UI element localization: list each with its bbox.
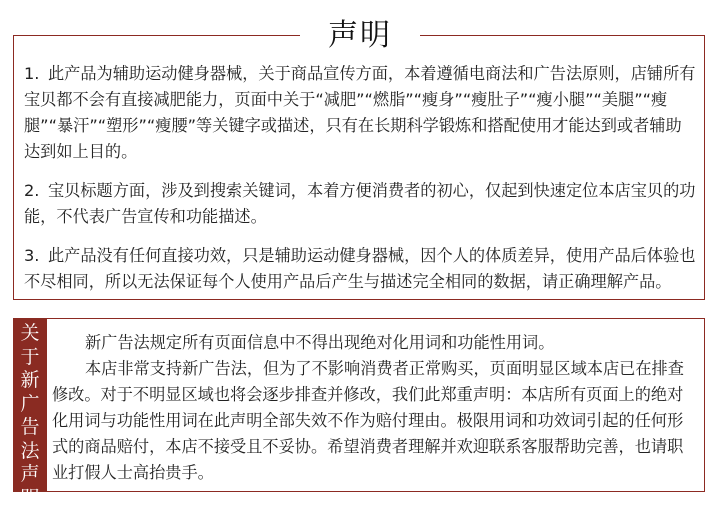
- ad-law-body: [52, 330, 696, 486]
- statement-item: [24, 178, 696, 230]
- statement-item-text: 此产品为辅助运动健身器械，关于商品宣传方面，本着遵循电商法和广告法原则，店铺所有宝贝都不会有直接减肥能力，页面中关于“减肥”“燃脂”“瘦身”“瘦肚子”“瘦小腿”“美腿”“瘦腿”“暴汗”“塑形”“瘦腰”等关键字或描述，只有在长期科学锻炼和搭配使用才能达到或者辅助达到如上目的。: [24, 64, 696, 161]
- statement-item-text: 宝贝标题方面，涉及到搜索关键词，本着方便消费者的初心，仅起到快速定位本店宝贝的功能，不代表广告宣传和功能描述。: [24, 181, 696, 226]
- statement-item: [24, 61, 696, 165]
- statement-item-number: 2.: [24, 181, 40, 200]
- statement-item: [24, 243, 696, 295]
- ad-law-paragraph: 新广告法规定所有页面信息中不得出现绝对化用词和功能性用词。: [85, 333, 555, 352]
- ad-law-paragraph: 本店非常支持新广告法，但为了不影响消费者正常购买，页面明显区域本店已在排查修改。对于不明显区域也将会逐步排查并修改，我们此郑重声明：本店所有页面上的绝对化用词与功能性用词在此声明全部失效不作为赔付理由。极限用词和功效词引起的任何形式的商品赔付，本店不接受且不妥协。希望消费者理解并欢迎联系客服帮助完善，也请职业打假人士高抬贵手。: [52, 359, 684, 482]
- statement-item-number: 3.: [24, 246, 40, 265]
- statement-item-text: 此产品没有任何直接功效，只是辅助运动健身器械，因个人的体质差异，使用产品后体验也不尽相同，所以无法保证每个人使用产品后产生与描述完全相同的数据，请正确理解产品。: [24, 246, 696, 291]
- statement-item-number: 1.: [24, 64, 40, 83]
- statement-list: [24, 61, 696, 308]
- ad-law-side-label: 关于新广告法声明: [13, 318, 47, 492]
- statement-title: 声明: [300, 14, 420, 58]
